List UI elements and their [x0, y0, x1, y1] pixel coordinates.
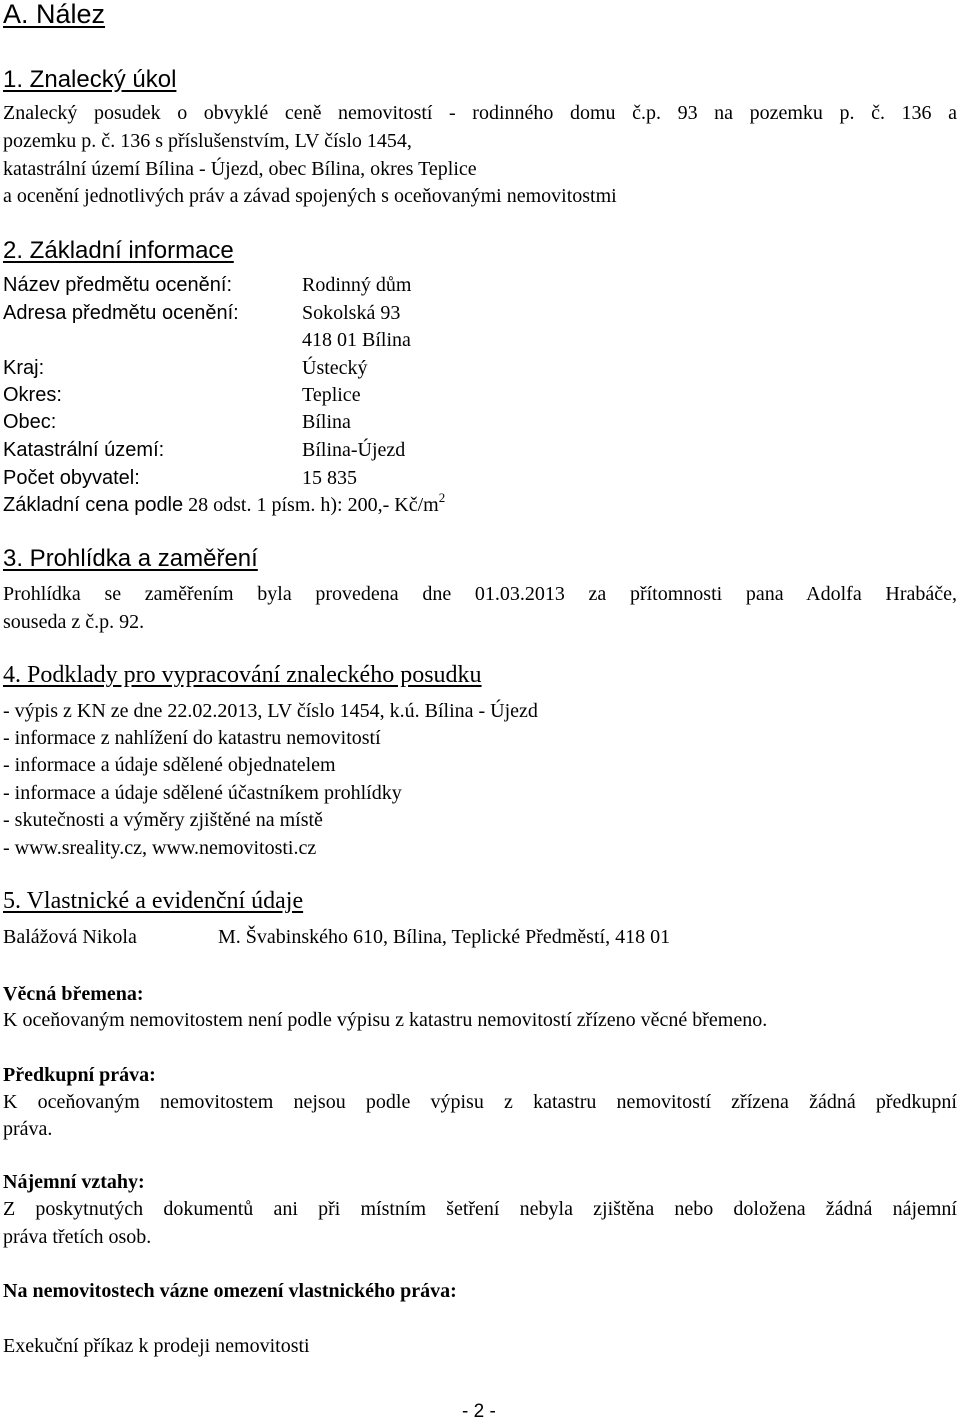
section-3-title: 3. Prohlídka a zaměření — [3, 545, 258, 572]
base-price-rest: 28 odst. 1 písm. h): 200,- Kč/m — [188, 494, 439, 516]
info-value: 15 835 — [302, 467, 357, 489]
section-1-title: 1. Znalecký úkol — [3, 66, 177, 93]
info-label: Počet obyvatel: — [3, 467, 140, 489]
lease-label: Nájemní vztahy: — [3, 1171, 145, 1193]
section-2-title: 2. Základní informace — [3, 237, 234, 264]
info-value: 418 01 Bílina — [302, 329, 411, 351]
info-label: Katastrální území: — [3, 439, 165, 461]
list-item: - informace z nahlížení do katastru nemovitostí — [3, 727, 381, 749]
section-3-line-1: Prohlídka se zaměřením byla provedena dne 01.03.2013 za přítomnosti pana Adolfa Hrabáče, — [3, 583, 957, 605]
base-price-unit-exponent: 2 — [438, 490, 446, 505]
preemption-label: Předkupní práva: — [3, 1064, 156, 1086]
info-value: Sokolská 93 — [302, 302, 401, 324]
info-label: Název předmětu ocenění: — [3, 274, 233, 296]
list-item: - skutečnosti a výměry zjištěné na místě — [3, 809, 323, 831]
list-item: - informace a údaje sdělené účastníkem prohlídky — [3, 782, 402, 804]
section-1-line-2: pozemku p. č. 136 s příslušenstvím, LV číslo 1454, — [3, 130, 412, 152]
info-value: Bílina — [302, 411, 351, 433]
easements-label: Věcná břemena: — [3, 983, 144, 1005]
section-1-line-1: Znalecký posudek o obvyklé ceně nemovitostí - rodinného domu č.p. 93 na pozemku p. č. 136 a — [3, 102, 957, 124]
section-5-title: 5. Vlastnické a evidenční údaje — [3, 888, 304, 914]
info-label: Adresa předmětu ocenění: — [3, 302, 239, 324]
easements-text: K oceňovaným nemovitostem není podle výpisu z katastru nemovitostí zřízeno věcné břemeno. — [3, 1009, 768, 1031]
section-1-line-4: a ocenění jednotlivých práv a závad spojených s oceňovanými nemovitostmi — [3, 185, 617, 207]
page-number: - 2 - — [462, 1401, 496, 1422]
info-label: Kraj: — [3, 357, 45, 379]
base-price-label: Základní cena podle — [3, 494, 184, 516]
preemption-line-1: K oceňovaným nemovitostem nejsou podle výpisu z katastru nemovitostí zřízena žádná předkupní — [3, 1091, 957, 1113]
owner-address: M. Švabinského 610, Bílina, Teplické Předměstí, 418 01 — [218, 926, 671, 948]
section-3-line-2: souseda z č.p. 92. — [3, 611, 145, 633]
lease-line-2: práva třetích osob. — [3, 1226, 152, 1248]
info-value: Rodinný dům — [302, 274, 412, 296]
list-item: - www.sreality.cz, www.nemovitosti.cz — [3, 837, 317, 859]
restrictions-text: Exekuční příkaz k prodeji nemovitosti — [3, 1335, 310, 1357]
list-item: - výpis z KN ze dne 22.02.2013, LV číslo 1454, k.ú. Bílina - Újezd — [3, 700, 538, 722]
info-value: Teplice — [302, 384, 361, 406]
info-label: Okres: — [3, 384, 62, 406]
list-item: - informace a údaje sdělené objednatelem — [3, 754, 336, 776]
preemption-line-2: práva. — [3, 1118, 53, 1140]
section-4-title: 4. Podklady pro vypracování znaleckého posudku — [3, 662, 482, 688]
page-heading: A. Nález — [3, 0, 106, 29]
info-value: Ústecký — [302, 357, 368, 379]
restrictions-label: Na nemovitostech vázne omezení vlastnického práva: — [3, 1280, 457, 1302]
base-price-line — [3, 490, 446, 517]
owner-name: Balážová Nikola — [3, 926, 137, 948]
info-label: Obec: — [3, 411, 57, 433]
section-1-line-3: katastrální území Bílina - Újezd, obec Bílina, okres Teplice — [3, 158, 477, 180]
lease-line-1: Z poskytnutých dokumentů ani při místním šetření nebyla zjištěna nebo doložena žádná nájemní — [3, 1198, 957, 1220]
info-value: Bílina-Újezd — [302, 439, 406, 461]
